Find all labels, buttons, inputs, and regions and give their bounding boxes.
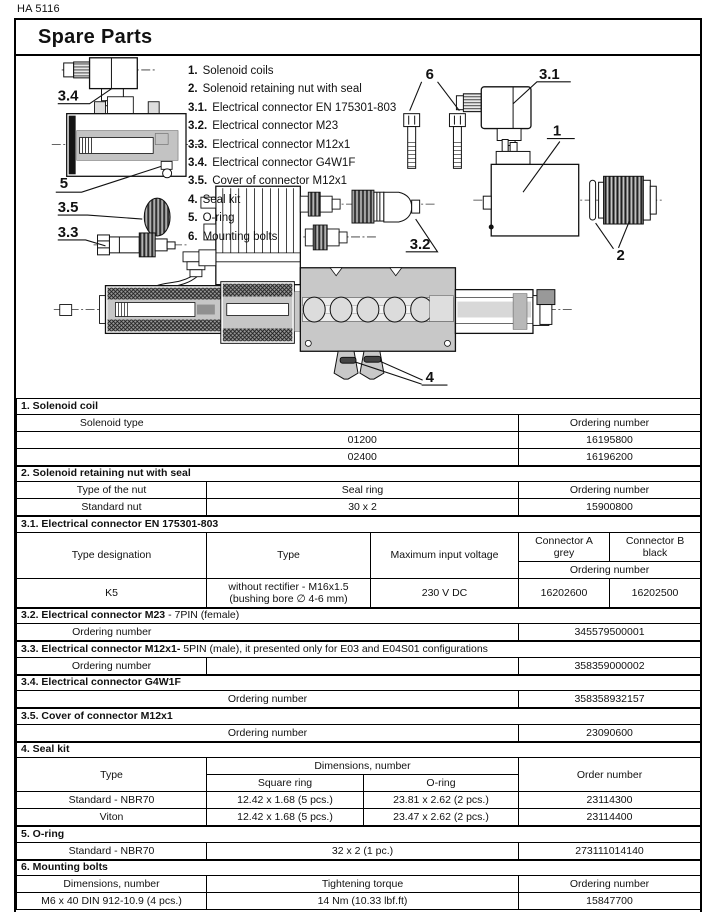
table-row	[17, 657, 701, 674]
table-solenoid-coil	[16, 398, 701, 466]
col-header: Type of the nut	[17, 482, 207, 499]
col-header: Type designation	[17, 532, 207, 578]
col-header: Type	[207, 532, 371, 578]
col-header-o-ring: O-ring	[364, 775, 519, 792]
connector-en175301-part	[456, 87, 531, 154]
cell-solenoid-type: 02400	[207, 448, 519, 465]
cell-ordering-number: 345579500001	[519, 624, 701, 641]
cell: Standard - NBR70	[17, 842, 207, 859]
cell: 15847700	[519, 893, 701, 910]
list-item: 1. Solenoid coils	[188, 65, 274, 77]
cell: 15900800	[519, 499, 701, 516]
cover-m12x1-part	[144, 198, 170, 236]
col-header: Tightening torque	[207, 876, 519, 893]
table-row	[17, 893, 701, 910]
col-subheader-ordering: Ordering number	[519, 561, 701, 578]
cell: 12.42 x 1.68 (5 pcs.)	[207, 792, 364, 809]
cell-voltage: 230 V DC	[371, 578, 519, 607]
cell-ordering-number: 23090600	[519, 724, 701, 741]
col-header: Maximum input voltage	[371, 532, 519, 578]
list-item: 4. Seal kit	[188, 193, 241, 206]
cell: Standard - NBR70	[17, 792, 207, 809]
col-header: Ordering number	[519, 876, 701, 893]
col-header: Dimensions, number	[17, 876, 207, 893]
cell-label: Ordering number	[17, 624, 207, 641]
valve-cross-section	[60, 268, 555, 379]
cell: 14 Nm (10.33 lbf.ft)	[207, 893, 519, 910]
diagram-label-6: 6	[425, 66, 434, 83]
table-connector-g4w1f	[16, 675, 701, 709]
table-row	[17, 578, 701, 607]
section-title: 3.2. Electrical connector M23 - 7PIN (female)	[17, 608, 701, 624]
parts-list	[188, 62, 396, 246]
col-header-square-ring: Square ring	[207, 775, 364, 792]
table-row	[17, 809, 701, 826]
diagram-label-3-4: 3.4	[57, 88, 79, 105]
cell-ordering-number: 16195800	[519, 431, 701, 448]
title-bar	[16, 20, 700, 56]
list-item: 3.4. Electrical connector G4W1F	[188, 157, 356, 170]
section-title: 1. Solenoid coil	[17, 399, 701, 415]
section-title: 3.3. Electrical connector M12x1- 5PIN (male), it presented only for E03 and E04S01 configurations	[17, 642, 701, 658]
connector-m12x1-part	[98, 233, 176, 257]
solenoid-coil-part	[483, 140, 578, 236]
list-item: 3.2. Electrical connector M23	[188, 120, 339, 133]
cell: 273111014140	[519, 842, 701, 859]
table-connector-en175301	[16, 516, 701, 608]
nut-seal-ring	[590, 180, 596, 220]
col-header: Seal ring	[207, 482, 519, 499]
table-o-ring	[16, 826, 701, 860]
cell-ordering-number: 16196200	[519, 448, 701, 465]
cell-ordering-number: 358358932157	[519, 691, 701, 708]
table-row	[17, 724, 701, 741]
cell: Viton	[17, 809, 207, 826]
list-item: 3.5. Cover of connector M12x1	[188, 175, 348, 188]
section-title: 6. Mounting bolts	[17, 860, 701, 876]
section-title: 2. Solenoid retaining nut with seal	[17, 466, 701, 482]
cell: 23.47 x 2.62 (2 pcs.)	[364, 809, 519, 826]
retaining-nut-part	[599, 176, 657, 224]
cell-type: without rectifier - M16x1.5 (bushing bore ∅ 4-6 mm)	[207, 578, 371, 607]
col-header-dimensions: Dimensions, number	[207, 758, 519, 775]
list-item: 6. Mounting bolts	[188, 230, 278, 243]
section-title: 5. O-ring	[17, 827, 701, 843]
page-title: Spare Parts	[38, 25, 153, 48]
table-connector-m12x1	[16, 641, 701, 675]
diagram-label-3-2: 3.2	[409, 236, 431, 253]
cell-label: Ordering number	[17, 657, 207, 674]
col-header-connector-b: Connector B black	[610, 532, 701, 561]
table-connector-m23	[16, 608, 701, 642]
cell: 23114400	[519, 809, 701, 826]
diagram-label-4: 4	[425, 370, 434, 387]
table-mounting-bolts	[16, 860, 701, 911]
diagram-label-5: 5	[59, 176, 69, 193]
col-header-connector-a: Connector A grey	[519, 532, 610, 561]
cell: 23114300	[519, 792, 701, 809]
cell-ordering-number: 358359000002	[519, 657, 701, 674]
cell-label: Ordering number	[17, 724, 519, 741]
cell: 32 x 2 (1 pc.)	[207, 842, 519, 859]
cell-order-a: 16202600	[519, 578, 610, 607]
col-header-type: Type	[17, 758, 207, 792]
diagram-label-2: 2	[616, 247, 625, 264]
cell: 30 x 2	[207, 499, 519, 516]
section-title: 3.1. Electrical connector EN 175301-803	[17, 517, 701, 533]
cell-order-b: 16202500	[610, 578, 701, 607]
diagram-label-3-1: 3.1	[538, 66, 560, 83]
table-row	[17, 792, 701, 809]
cell-solenoid-type: 01200	[207, 431, 519, 448]
section-title: 3.4. Electrical connector G4W1F	[17, 675, 701, 691]
list-item: 3.3. Electrical connector M12x1	[188, 138, 351, 151]
table-seal-kit	[16, 742, 701, 827]
section-title: 4. Seal kit	[17, 742, 701, 758]
table-row	[17, 691, 701, 708]
sectioned-solenoid-box	[67, 97, 186, 178]
section-title: 3.5. Cover of connector M12x1	[17, 709, 701, 725]
seal-kit-seals	[340, 357, 356, 363]
table-row	[17, 624, 701, 641]
document-code: HA 5116	[17, 3, 60, 15]
cell: 23.81 x 2.62 (2 pcs.)	[364, 792, 519, 809]
page-frame	[14, 18, 702, 912]
cell-label: Ordering number	[17, 691, 519, 708]
cell: M6 x 40 DIN 912-10.9 (4 pcs.)	[17, 893, 207, 910]
list-item: 3.1. Electrical connector EN 175301-803	[188, 101, 397, 114]
exploded-view-diagram	[16, 56, 700, 398]
cell: 12.42 x 1.68 (5 pcs.)	[207, 809, 364, 826]
col-header-ordering-number: Ordering number	[519, 414, 701, 431]
cell: Standard nut	[17, 499, 207, 516]
table-row	[17, 499, 701, 516]
diagram-label-1: 1	[552, 123, 562, 140]
cell-designation: K5	[17, 578, 207, 607]
col-header: Ordering number	[519, 482, 701, 499]
col-header-order: Order number	[519, 758, 701, 792]
table-retaining-nut	[16, 466, 701, 517]
mounting-bolts-parts	[404, 114, 466, 169]
col-header-solenoid-type: Solenoid type	[17, 414, 207, 431]
table-row	[17, 448, 701, 465]
table-row	[17, 431, 701, 448]
table-cover-m12x1	[16, 708, 701, 742]
list-item: 2. Solenoid retaining nut with seal	[188, 83, 362, 96]
diagram-label-3-5: 3.5	[57, 200, 79, 217]
list-item: 5. O-ring	[188, 212, 235, 225]
table-row	[17, 842, 701, 859]
diagram-label-3-3: 3.3	[57, 224, 79, 241]
